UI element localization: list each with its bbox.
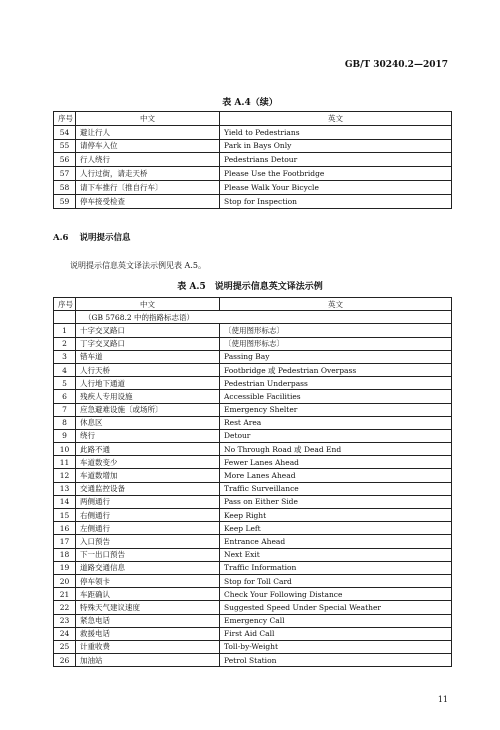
row-chinese: 行人绕行 [76, 153, 220, 167]
row-chinese: 此路不通 [76, 443, 220, 456]
row-english: Keep Left [220, 522, 452, 535]
row-english: Toll-by-Weight [220, 640, 452, 653]
table-row [54, 153, 452, 167]
section-number: A.6 [53, 233, 69, 243]
row-number: 25 [54, 640, 76, 653]
row-chinese: 车道数增加 [76, 469, 220, 482]
row-english: Stop for Toll Card [220, 574, 452, 587]
table-a5-caption: 表 A.5 说明提示信息英文译法示例 [177, 282, 323, 292]
table-row [54, 139, 452, 153]
row-number: 5 [54, 377, 76, 390]
table-row [54, 509, 452, 522]
row-english: No Through Road 或 Dead End [220, 443, 452, 456]
table-row [54, 548, 452, 561]
row-number: 17 [54, 535, 76, 548]
row-chinese: 残疾人专用设施 [76, 390, 220, 403]
row-number: 11 [54, 456, 76, 469]
row-english: Petrol Station [220, 654, 452, 667]
row-number: 23 [54, 614, 76, 627]
table-row [54, 627, 452, 640]
row-chinese: 道路交通信息 [76, 561, 220, 574]
row-chinese: 停车接受检查 [76, 194, 220, 208]
table-row [54, 350, 452, 363]
row-number: 59 [54, 194, 76, 208]
row-english: Detour [220, 429, 452, 442]
row-english: Entrance Ahead [220, 535, 452, 548]
row-english: Accessible Facilities [220, 390, 452, 403]
table-row [54, 614, 452, 627]
table-row [54, 456, 452, 469]
row-english: Emergency Call [220, 614, 452, 627]
row-number: 54 [54, 125, 76, 139]
row-english: Park in Bays Only [220, 139, 452, 153]
row-chinese: 两侧通行 [76, 495, 220, 508]
row-chinese: 避让行人 [76, 125, 220, 139]
row-chinese: 应急避难设施〔或场所〕 [76, 403, 220, 416]
row-number: 56 [54, 153, 76, 167]
column-header-number: 序号 [54, 298, 76, 311]
row-chinese: 紧急电话 [76, 614, 220, 627]
row-english: Emergency Shelter [220, 403, 452, 416]
row-english: First Aid Call [220, 627, 452, 640]
row-chinese: 十字交叉路口 [76, 324, 220, 337]
section-heading [53, 231, 130, 243]
row-english: Next Exit [220, 548, 452, 561]
row-chinese: 救援电话 [76, 627, 220, 640]
table-row [54, 416, 452, 429]
row-english: Keep Right [220, 509, 452, 522]
row-number: 18 [54, 548, 76, 561]
row-chinese: 停车领卡 [76, 574, 220, 587]
column-header-english: 英文 [220, 298, 452, 311]
row-english: Check Your Following Distance [220, 588, 452, 601]
table-row [54, 390, 452, 403]
table-a4-caption: 表 A.4（续） [222, 98, 278, 108]
row-chinese: 特殊天气建议速度 [76, 601, 220, 614]
table-row [54, 167, 452, 181]
table-a5-body [54, 311, 452, 667]
table-row [54, 403, 452, 416]
row-number: 22 [54, 601, 76, 614]
table-row [54, 588, 452, 601]
row-english: Rest Area [220, 416, 452, 429]
row-number: 9 [54, 429, 76, 442]
row-english: Passing Bay [220, 350, 452, 363]
row-number: 1 [54, 324, 76, 337]
row-number: 20 [54, 574, 76, 587]
table-header-row [54, 112, 452, 126]
row-number: 13 [54, 482, 76, 495]
table-row [54, 640, 452, 653]
note-empty-cell [54, 311, 76, 324]
table-a4 [53, 111, 452, 209]
row-english: Footbridge 或 Pedestrian Overpass [220, 363, 452, 376]
row-number: 58 [54, 180, 76, 194]
column-header-english: 英文 [220, 112, 452, 126]
table-row [54, 574, 452, 587]
row-english: Pedestrian Underpass [220, 377, 452, 390]
row-number: 15 [54, 509, 76, 522]
table-row [54, 535, 452, 548]
row-number: 24 [54, 627, 76, 640]
table-row [54, 469, 452, 482]
row-english: Pedestrians Detour [220, 153, 452, 167]
row-english: Yield to Pedestrians [220, 125, 452, 139]
row-number: 19 [54, 561, 76, 574]
table-a5 [53, 297, 452, 667]
row-number: 57 [54, 167, 76, 181]
row-number: 10 [54, 443, 76, 456]
row-english: Pass on Either Side [220, 495, 452, 508]
row-english: Stop for Inspection [220, 194, 452, 208]
row-number: 3 [54, 350, 76, 363]
row-chinese: 加油站 [76, 654, 220, 667]
row-chinese: 交通监控设备 [76, 482, 220, 495]
table-row [54, 522, 452, 535]
row-english: Fewer Lanes Ahead [220, 456, 452, 469]
row-number: 21 [54, 588, 76, 601]
row-chinese: 丁字交叉路口 [76, 337, 220, 350]
table-a4-body [54, 125, 452, 208]
row-chinese: 休息区 [76, 416, 220, 429]
row-chinese: 下一出口预告 [76, 548, 220, 561]
table-row [54, 377, 452, 390]
standard-code: GB/T 30240.2—2017 [344, 60, 448, 70]
row-number: 7 [54, 403, 76, 416]
column-header-chinese: 中文 [76, 298, 220, 311]
row-chinese: 右侧通行 [76, 509, 220, 522]
page-number: 11 [437, 695, 448, 704]
table-row [54, 482, 452, 495]
row-number: 4 [54, 363, 76, 376]
table-header-row [54, 298, 452, 311]
row-number: 6 [54, 390, 76, 403]
table-row [54, 324, 452, 337]
column-header-number: 序号 [54, 112, 76, 126]
table-row [54, 561, 452, 574]
row-number: 16 [54, 522, 76, 535]
row-number: 12 [54, 469, 76, 482]
row-chinese: 人行过街，请走天桥 [76, 167, 220, 181]
row-chinese: 绕行 [76, 429, 220, 442]
table-row [54, 601, 452, 614]
column-header-chinese: 中文 [76, 112, 220, 126]
row-number: 14 [54, 495, 76, 508]
row-english: 〔使用图形标志〕 [220, 337, 452, 350]
row-number: 2 [54, 337, 76, 350]
table-note-row [54, 311, 452, 324]
row-english: Please Walk Your Bicycle [220, 180, 452, 194]
table-row [54, 654, 452, 667]
table-note: （GB 5768.2 中的指路标志语） [76, 311, 452, 324]
row-number: 55 [54, 139, 76, 153]
row-english: More Lanes Ahead [220, 469, 452, 482]
row-chinese: 入口预告 [76, 535, 220, 548]
row-chinese: 人行地下通道 [76, 377, 220, 390]
row-number: 26 [54, 654, 76, 667]
row-chinese: 请停车入位 [76, 139, 220, 153]
intro-paragraph: 说明提示信息英文译法示例见表 A.5。 [70, 261, 206, 270]
row-chinese: 车距确认 [76, 588, 220, 601]
row-english: Suggested Speed Under Special Weather [220, 601, 452, 614]
row-english: Traffic Surveillance [220, 482, 452, 495]
table-row [54, 443, 452, 456]
table-row [54, 337, 452, 350]
section-title: 说明提示信息 [79, 233, 131, 243]
row-english: 〔使用图形标志〕 [220, 324, 452, 337]
table-row [54, 495, 452, 508]
row-english: Please Use the Footbridge [220, 167, 452, 181]
row-chinese: 人行天桥 [76, 363, 220, 376]
table-row [54, 429, 452, 442]
row-chinese: 错车道 [76, 350, 220, 363]
row-chinese: 计重收费 [76, 640, 220, 653]
table-row [54, 363, 452, 376]
row-chinese: 左侧通行 [76, 522, 220, 535]
row-chinese: 车道数变少 [76, 456, 220, 469]
row-chinese: 请下车推行〔推自行车〕 [76, 180, 220, 194]
table-row [54, 125, 452, 139]
row-number: 8 [54, 416, 76, 429]
row-english: Traffic Information [220, 561, 452, 574]
table-row [54, 180, 452, 194]
table-row [54, 194, 452, 208]
